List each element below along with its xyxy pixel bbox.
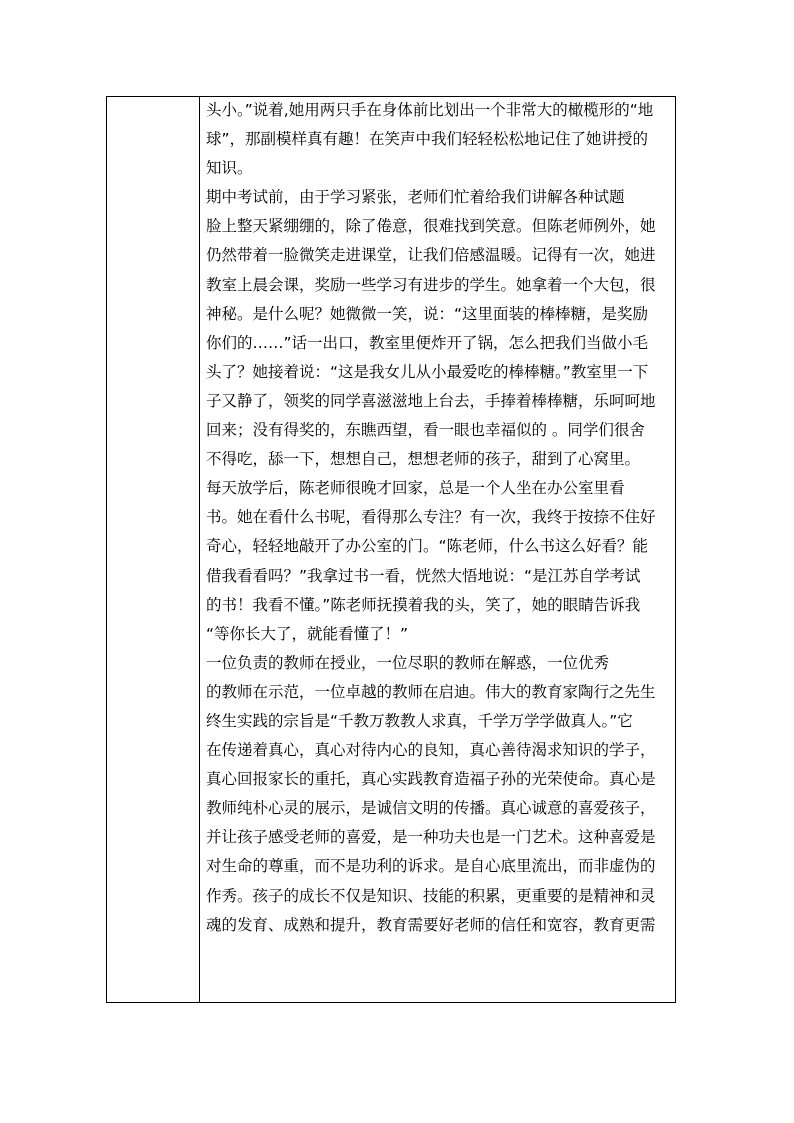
text-line: 你们的……”话一出口，教室里便炸开了锅，怎么把我们当做小毛	[206, 333, 649, 352]
text-line: 书。她在看什么书呢，看得那么专注？有一次，我终于按捺不住好	[206, 508, 656, 527]
text-line: 一位负责的教师在授业，一位尽职的教师在解惑，一位优秀	[206, 653, 610, 672]
text-line: 期中考试前，由于学习紧张，老师们忙着给我们讲解各种试题	[206, 188, 625, 207]
text-line: 教师纯朴心灵的展示，是诚信文明的传播。真心诚意的喜爱孩子，	[206, 799, 656, 818]
column-divider	[199, 96, 200, 1003]
text-line: 并让孩子感受老师的喜爱，是一种功夫也是一门艺术。这种喜爱是	[206, 828, 656, 847]
text-line: 的书！我看不懂。”陈老师抚摸着我的头，笑了，她的眼睛告诉我	[206, 595, 641, 614]
empty-left-cell	[107, 97, 199, 1002]
text-line: 的教师在示范，一位卓越的教师在启迪。伟大的教育家陶行之先生	[206, 682, 656, 701]
text-line: 不得吃，舔一下，想想自己，想想老师的孩子，甜到了心窝里。	[206, 450, 641, 469]
text-line: 在传递着真心，真心对待内心的良知，真心善待渴求知识的学子，	[206, 741, 656, 760]
text-line: 回来；没有得奖的，东瞧西望，看一眼也幸福似的 。同学们很舍	[206, 421, 645, 440]
text-line: 终生实践的宗旨是“千教万教教人求真，千学万学学做真人。”它	[206, 711, 633, 730]
text-line: 作秀。孩子的成长不仅是知识、技能的积累，更重要的是精神和灵	[206, 886, 656, 905]
text-line: 知识。	[206, 159, 253, 178]
text-line: “等你长大了，就能看懂了！”	[206, 624, 409, 643]
text-line: 脸上整天紧绷绷的，除了倦意，很难找到笑意。但陈老师例外，她	[206, 217, 656, 236]
text-line: 教室上晨会课，奖励一些学习有进步的学生。她拿着一个大包，很	[206, 275, 656, 294]
text-line: 仍然带着一脸微笑走进课堂，让我们倍感温暖。记得有一次，她进	[206, 246, 656, 265]
text-line: 球”，那副模样真有趣！在笑声中我们轻轻松松地记住了她讲授的	[206, 130, 649, 149]
text-line: 子又静了，领奖的同学喜滋滋地上台去，手捧着棒棒糖，乐呵呵地	[206, 391, 656, 410]
text-line: 借我看看吗？”我拿过书一看，恍然大悟地说：“是江苏自学考试	[206, 566, 641, 585]
text-line: 神秘。是什么呢？她微微一笑，说：“这里面装的棒棒糖，是奖励	[206, 304, 649, 323]
text-line: 魂的发育、成熟和提升，教育需要好老师的信任和宽容，教育更需	[206, 915, 656, 934]
text-line: 真心回报家长的重托，真心实践教育造福子孙的光荣使命。真心是	[206, 770, 656, 789]
essay-text-cell	[206, 96, 672, 940]
text-line: 头小。”说着,她用两只手在身体前比划出一个非常大的橄榄形的“地	[206, 101, 654, 119]
text-line: 头了？她接着说：“这是我女儿从小最爱吃的棒棒糖。”教室里一下	[206, 362, 649, 381]
text-line: 每天放学后，陈老师很晚才回家，总是一个人坐在办公室里看	[206, 479, 625, 498]
text-line: 奇心，轻轻地敲开了办公室的门。“陈老师，什么书这么好看？能	[206, 537, 649, 556]
text-line: 对生命的尊重，而不是功利的诉求。是自心底里流出，而非虚伪的	[206, 857, 656, 876]
